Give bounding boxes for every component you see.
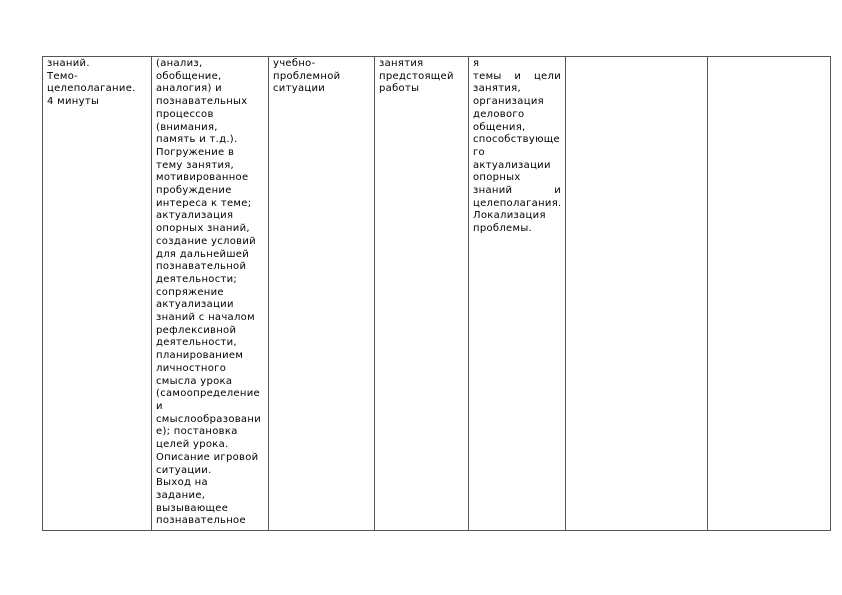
- cell-line: Погружение в: [156, 146, 235, 158]
- cell-line-justified: [473, 185, 561, 198]
- cell-line: знаний.: [47, 58, 90, 69]
- cell-line: учебно-: [273, 58, 316, 69]
- table-cell-goals: [152, 57, 269, 531]
- cell-line: память и т.д.).: [156, 134, 238, 146]
- cell-line: личностного: [156, 362, 227, 374]
- cell-line: е); постановка: [156, 426, 238, 438]
- cell-line: делового: [473, 108, 525, 120]
- cell-line: аналогия) и: [156, 83, 222, 95]
- cell-line: целеполагание.: [47, 83, 136, 95]
- cell-line: деятельности;: [156, 273, 238, 285]
- cell-line: ситуации: [273, 83, 326, 95]
- lesson-plan-table: [42, 56, 831, 531]
- cell-line: обобщение,: [156, 70, 222, 82]
- cell-line: познавательной: [156, 261, 247, 273]
- cell-line: (анализ,: [156, 58, 203, 69]
- cell-line: ситуации.: [156, 464, 212, 476]
- cell-line: вызывающее: [156, 502, 229, 514]
- cell-line: сопряжение: [156, 286, 224, 298]
- cell-line: пробуждение: [156, 185, 232, 197]
- cell-line: проблемной: [273, 70, 341, 82]
- cell-line: занятия,: [473, 83, 521, 95]
- cell-line: Темо-: [47, 70, 79, 82]
- cell-line: го: [473, 146, 485, 158]
- cell-line: предстоящей: [379, 70, 454, 82]
- cell-line: я: [473, 58, 480, 69]
- table-cell-empty: [708, 57, 831, 531]
- cell-line: 4 минуты: [47, 96, 100, 108]
- cell-line: познавательных: [156, 96, 248, 108]
- cell-line: Описание игровой: [156, 451, 259, 463]
- cell-line: Локализация: [473, 210, 546, 222]
- cell-line: и: [156, 400, 163, 412]
- cell-line: планированием: [156, 350, 244, 362]
- cell-line: знаний с началом: [156, 312, 255, 324]
- cell-line: процессов: [156, 108, 214, 120]
- word: темы: [473, 70, 502, 82]
- table-cell-work: [375, 57, 469, 531]
- cell-line: тему занятия,: [156, 159, 235, 171]
- table-cell-methods: [269, 57, 375, 531]
- cell-line: создание условий: [156, 235, 256, 247]
- cell-line: (самоопределение: [156, 388, 260, 400]
- cell-line: познавательное: [156, 515, 246, 527]
- cell-line: работы: [379, 83, 420, 95]
- cell-line: занятия: [379, 58, 424, 69]
- table-row: [43, 57, 831, 531]
- cell-line: для дальнейшей: [156, 248, 250, 260]
- cell-line: актуализации: [156, 299, 234, 311]
- cell-line: смысла урока: [156, 375, 233, 387]
- cell-line: целеполагания.: [473, 197, 562, 209]
- cell-line: интереса к теме;: [156, 197, 252, 209]
- cell-line: (внимания,: [156, 121, 218, 133]
- table-cell-empty: [566, 57, 708, 531]
- cell-line-justified: [473, 71, 561, 84]
- cell-line: актуализация: [156, 210, 234, 222]
- word: и: [514, 70, 522, 82]
- cell-line: актуализации: [473, 159, 551, 171]
- cell-line: проблемы.: [473, 223, 533, 235]
- cell-line: опорных: [473, 172, 521, 184]
- word: цели: [533, 70, 561, 82]
- table-cell-stage: [43, 57, 152, 531]
- cell-line: организация: [473, 96, 544, 108]
- cell-line: общения,: [473, 121, 526, 133]
- cell-line: способствующе: [473, 134, 560, 146]
- word: и: [554, 185, 561, 197]
- cell-line: деятельности,: [156, 337, 237, 349]
- cell-line: смыслообразовани: [156, 413, 261, 425]
- cell-line: целей урока.: [156, 439, 229, 451]
- table-cell-teacher-activity: [469, 57, 566, 531]
- cell-line: Выход на: [156, 477, 208, 489]
- cell-line: опорных знаний,: [156, 223, 250, 235]
- cell-line: задание,: [156, 489, 206, 501]
- cell-line: мотивированное: [156, 172, 249, 184]
- word: знаний: [473, 185, 513, 197]
- cell-line: рефлексивной: [156, 324, 237, 336]
